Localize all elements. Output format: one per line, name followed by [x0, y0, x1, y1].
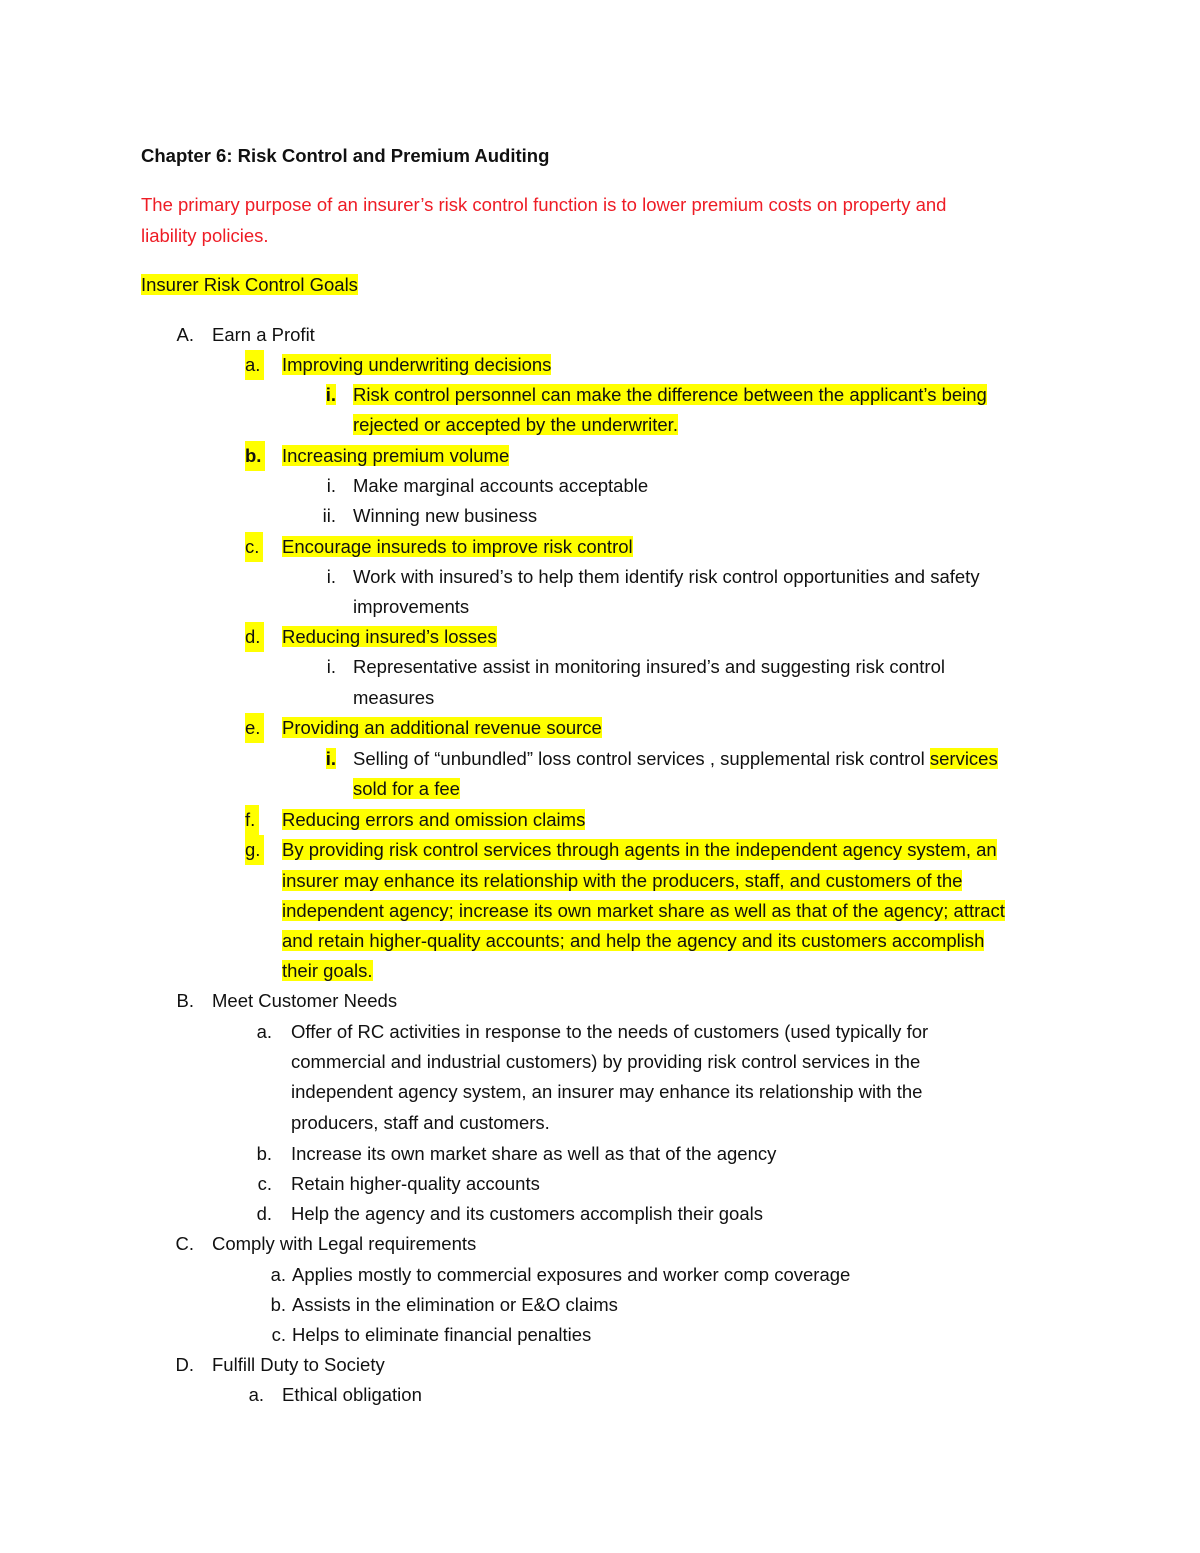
item-A-a-marker: a. — [245, 354, 261, 375]
item-A-b-ii-marker: ii. — [322, 505, 336, 526]
item-A-b-i-text: Make marginal accounts acceptable — [353, 475, 649, 496]
item-A-g-line1: By providing risk control services through agents in the independent agency system, an — [282, 839, 997, 860]
item-C-label: Comply with Legal requirements — [212, 1233, 477, 1254]
intro-line-1: The primary purpose of an insurer’s risk control function is to lower premium costs on property and — [141, 194, 947, 215]
item-B-label: Meet Customer Needs — [212, 990, 398, 1011]
item-B-a-line2: commercial and industrial customers) by providing risk control services in the — [291, 1051, 921, 1072]
item-A-c-text: Encourage insureds to improve risk control — [282, 536, 633, 557]
item-A-d-i-line1: Representative assist in monitoring insured’s and suggesting risk control — [353, 656, 945, 677]
item-A-d-i-marker: i. — [326, 656, 336, 677]
item-B-b-text: Increase its own market share as well as that of the agency — [291, 1143, 777, 1164]
item-A-g-line5: their goals. — [282, 960, 373, 981]
item-A-b-text: Increasing premium volume — [282, 445, 510, 466]
item-A-c-i-line1: Work with insured’s to help them identify risk control opportunities and safety — [353, 566, 980, 587]
item-B-b-marker: b. — [256, 1143, 272, 1164]
item-A-e-i-marker: i. — [325, 748, 336, 769]
item-A-b-marker: b. — [245, 445, 262, 466]
intro-line-2: liability policies. — [141, 225, 269, 246]
item-A-d-marker: d. — [245, 626, 261, 647]
item-C-a-text: Applies mostly to commercial exposures and worker comp coverage — [292, 1264, 851, 1285]
item-C-c-text: Helps to eliminate financial penalties — [292, 1324, 592, 1345]
item-B-d-text: Help the agency and its customers accomplish their goals — [291, 1203, 763, 1224]
item-A-g-line3: independent agency; increase its own market share as well as that of the agency; attract — [282, 900, 1005, 921]
item-B-c-text: Retain higher-quality accounts — [291, 1173, 540, 1194]
item-A-e-marker: e. — [245, 717, 261, 738]
item-A-b-ii-text: Winning new business — [353, 505, 538, 526]
item-A-e-i-line2: sold for a fee — [353, 778, 460, 799]
item-D-a-marker: a. — [248, 1384, 264, 1405]
item-A-d-text: Reducing insured’s losses — [282, 626, 497, 647]
page-title: Chapter 6: Risk Control and Premium Auditing — [141, 145, 550, 166]
item-marker-A: A. — [176, 324, 194, 345]
item-A-a-text: Improving underwriting decisions — [282, 354, 552, 375]
item-A-g-marker: g. — [245, 839, 261, 860]
item-A-g-line4: and retain higher-quality accounts; and help the agency and its customers accomplish — [282, 930, 985, 951]
item-A-e-i-line1-plain: Selling of “unbundled” loss control services , supplemental risk control — [353, 748, 930, 769]
item-B-a-line4: producers, staff and customers. — [291, 1112, 550, 1133]
item-D-a-text: Ethical obligation — [282, 1384, 422, 1405]
item-B-a-line3: independent agency system, an insurer may enhance its relationship with the — [291, 1081, 923, 1102]
item-marker-B: B. — [176, 990, 194, 1011]
item-D-label: Fulfill Duty to Society — [212, 1354, 385, 1375]
item-marker-D: D. — [175, 1354, 194, 1375]
item-A-c-marker: c. — [245, 536, 260, 557]
item-A-g-line2: insurer may enhance its relationship with the producers, staff, and customers of the — [282, 870, 963, 891]
section-heading: Insurer Risk Control Goals — [141, 274, 358, 295]
item-A-label: Earn a Profit — [212, 324, 315, 345]
item-A-e-text: Providing an additional revenue source — [282, 717, 602, 738]
item-A-c-i-marker: i. — [326, 566, 336, 587]
item-B-d-marker: d. — [256, 1203, 272, 1224]
item-A-c-i-line2: improvements — [353, 596, 470, 617]
item-C-c-marker: c. — [271, 1324, 286, 1345]
item-A-a-i-line1: Risk control personnel can make the difference between the applicant’s being — [353, 384, 987, 405]
item-A-a-i-line2: rejected or accepted by the underwriter. — [353, 414, 678, 435]
item-A-b-i-marker: i. — [326, 475, 336, 496]
item-B-a-line1: Offer of RC activities in response to the needs of customers (used typically for — [291, 1021, 929, 1042]
item-A-f-text: Reducing errors and omission claims — [282, 809, 586, 830]
item-C-a-marker: a. — [270, 1264, 286, 1285]
item-C-b-marker: b. — [270, 1294, 286, 1315]
item-A-d-i-line2: measures — [353, 687, 435, 708]
item-B-a-marker: a. — [256, 1021, 272, 1042]
item-B-c-marker: c. — [257, 1173, 272, 1194]
item-A-a-i-marker: i. — [325, 384, 336, 405]
item-marker-C: C. — [175, 1233, 194, 1254]
item-C-b-text: Assists in the elimination or E&O claims — [292, 1294, 618, 1315]
item-A-f-marker: f. — [245, 809, 256, 830]
item-A-e-i-line1-highlight: services — [929, 748, 998, 769]
